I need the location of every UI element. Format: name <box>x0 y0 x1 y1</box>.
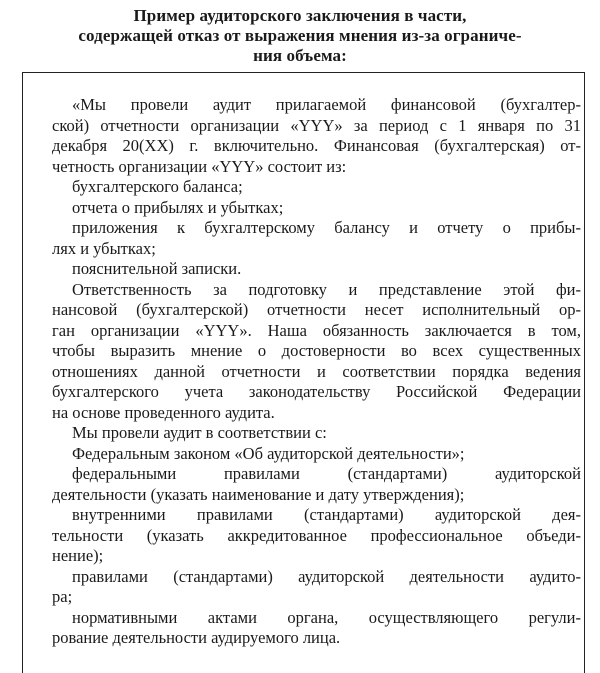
document-title <box>0 6 600 66</box>
text-line: «Мы провели аудит прилагаемой финансовой (бухгалтер- <box>72 95 581 114</box>
text-line: Ответственность за подготовку и представление этой фи- <box>72 279 581 299</box>
list-item: отчета о прибылях и убытках; <box>72 197 284 217</box>
text-line: тельности (указать аккредитованное профессиональное объеди- <box>52 525 581 545</box>
list-item: приложения к бухгалтерскому балансу и отчету о прибы- <box>72 218 581 237</box>
title-line-3: ния объема: <box>253 46 347 65</box>
text-line: ра; <box>52 587 73 606</box>
title-line-2: содержащей отказ от выражения мнения из-за ограниче- <box>78 26 522 45</box>
text-line: отношениях данной отчетности и соответствии порядка ведения <box>52 361 581 381</box>
text-line: Мы провели аудит в соответствии с: <box>72 423 327 442</box>
text-line: рование деятельности аудируемого лица. <box>52 628 341 647</box>
title-line-1: Пример аудиторского заключения в части, <box>133 6 467 25</box>
text-line: деятельности (указать наименование и дату утверждения); <box>52 484 465 504</box>
text-line: лях и убытках; <box>52 238 156 258</box>
text-line: нансовой (бухгалтерской) отчетности несет исполнительный ор- <box>52 300 581 319</box>
text-line: нение); <box>52 546 104 565</box>
text-line: декабря 20(XX) г. включительно. Финансовая (бухгалтерская) от- <box>52 136 581 155</box>
text-line: чтобы выразить мнение о достоверности во всех существенных <box>52 341 581 360</box>
text-line: ской) отчетности организации «YYY» за период с 1 января по 31 <box>52 115 581 135</box>
list-item: бухгалтерского баланса; <box>72 177 243 196</box>
list-item: внутренними правилами (стандартами) аудиторской дея- <box>72 505 581 524</box>
list-item: Федеральным законом «Об аудиторской деятельности»; <box>72 443 465 463</box>
list-item: нормативными актами органа, осуществляющего регули- <box>72 607 581 627</box>
list-item: правилами (стандартами) аудиторской деятельности аудито- <box>72 566 581 586</box>
list-item: пояснительной записки. <box>72 259 242 278</box>
text-line: бухгалтерского учета законодательству Российской Федерации <box>52 382 581 401</box>
document-body <box>52 95 581 649</box>
text-line: на основе проведенного аудита. <box>52 402 275 422</box>
text-line: ган организации «YYY». Наша обязанность заключается в том, <box>52 320 581 340</box>
list-item: федеральными правилами (стандартами) аудиторской <box>72 464 581 483</box>
text-line: четность организации «YYY» состоит из: <box>52 156 347 176</box>
